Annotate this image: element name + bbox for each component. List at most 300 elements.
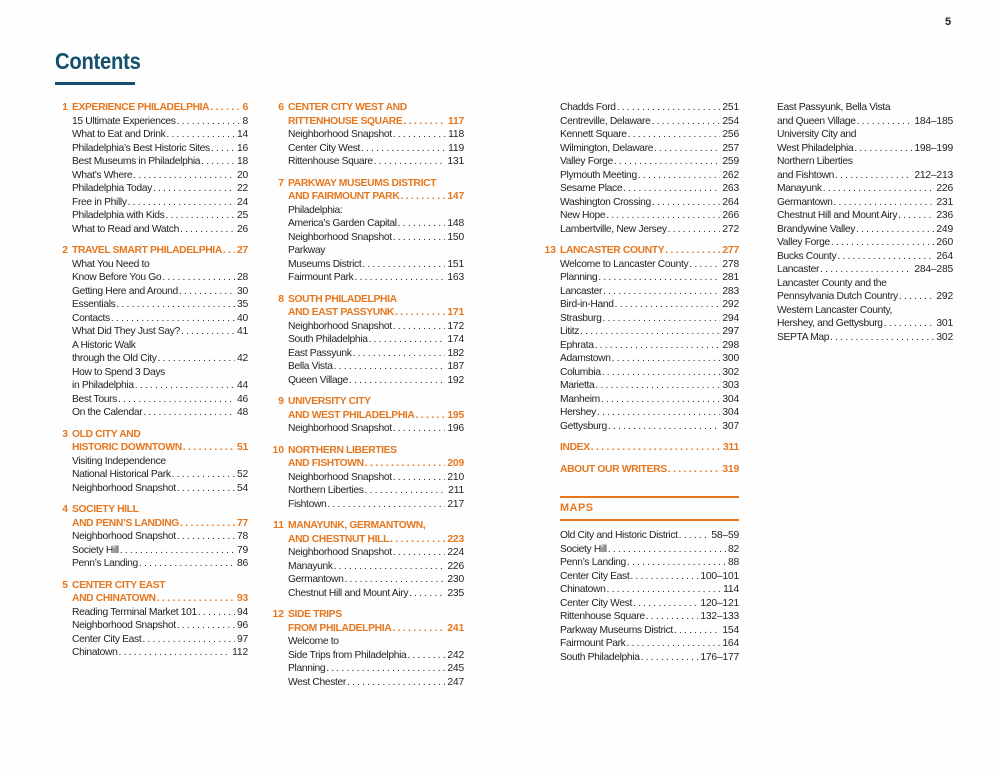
toc-column-1 bbox=[55, 101, 248, 660]
section-header bbox=[72, 244, 248, 258]
toc-section bbox=[271, 177, 464, 285]
dot-leader bbox=[626, 637, 720, 651]
entry-page-number: 209 bbox=[447, 458, 464, 469]
toc-entry bbox=[288, 546, 464, 560]
section-header-row bbox=[72, 101, 248, 115]
entry-label: Old City and Historic District bbox=[560, 530, 678, 541]
toc-entry-row bbox=[777, 196, 953, 210]
toc-entry bbox=[288, 128, 464, 142]
toc-entry bbox=[288, 271, 464, 285]
entry-label: Germantown bbox=[288, 574, 344, 585]
section-items bbox=[560, 258, 739, 434]
entry-page-number: 217 bbox=[447, 498, 464, 510]
entry-label: SEPTA Map bbox=[777, 331, 830, 343]
entry-label: Centreville, Delaware bbox=[560, 115, 651, 127]
entry-label: Ephrata bbox=[560, 339, 594, 351]
entry-page-number: 211 bbox=[448, 485, 464, 496]
dot-leader bbox=[210, 101, 240, 115]
maps-heading bbox=[543, 496, 739, 521]
entry-label-line: Welcome to bbox=[288, 636, 339, 647]
dot-leader bbox=[820, 263, 912, 277]
section-number: 7 bbox=[278, 177, 284, 189]
entry-label: Free in Philly bbox=[72, 196, 127, 208]
toc-entry bbox=[72, 544, 248, 558]
entry-page-number: 302 bbox=[936, 331, 953, 343]
entry-page-number: 184–185 bbox=[914, 115, 953, 127]
toc-entry bbox=[560, 223, 739, 237]
toc-entry-row bbox=[72, 482, 248, 496]
entry-label: Columbia bbox=[560, 366, 601, 378]
entry-page-number: 277 bbox=[722, 245, 739, 256]
section-header bbox=[72, 579, 248, 606]
toc-entry-row bbox=[777, 142, 953, 156]
toc-entry-row bbox=[560, 529, 739, 543]
toc-entry bbox=[560, 637, 739, 651]
entry-page-number: 304 bbox=[722, 407, 739, 418]
entry-page-number: 164 bbox=[722, 638, 739, 649]
toc-entry-row bbox=[560, 128, 739, 142]
entry-label: National Historical Park bbox=[72, 469, 171, 480]
entry-label: Lambertville, New Jersey bbox=[560, 223, 667, 235]
toc-entry-row bbox=[560, 393, 739, 407]
toc-entry bbox=[288, 333, 464, 347]
dot-leader bbox=[831, 236, 935, 250]
dot-leader bbox=[615, 298, 721, 312]
toc-entry-row bbox=[72, 325, 248, 339]
toc-entry bbox=[72, 557, 248, 571]
toc-entry-row bbox=[560, 624, 739, 638]
entry-page-number: 264 bbox=[936, 250, 953, 262]
entry-label: Fairmount Park bbox=[288, 272, 354, 283]
dot-leader bbox=[837, 250, 934, 264]
entry-label: AND FISHTOWN bbox=[288, 458, 364, 469]
section-header bbox=[72, 503, 248, 530]
entry-page-number: 281 bbox=[722, 272, 739, 283]
section-number: 9 bbox=[278, 396, 284, 407]
entry-label: Center City East bbox=[72, 633, 142, 645]
entry-label: Best Museums in Philadelphia bbox=[72, 156, 201, 167]
dot-leader bbox=[327, 498, 445, 512]
toc-entry bbox=[560, 379, 739, 393]
toc-entry bbox=[72, 455, 248, 482]
dot-leader bbox=[369, 333, 446, 347]
toc-section bbox=[55, 579, 248, 660]
section-title-line: MANAYUNK, GERMANTOWN, bbox=[288, 520, 426, 531]
entry-page-number: 94 bbox=[236, 606, 248, 618]
dot-leader bbox=[180, 223, 235, 237]
section-number: 13 bbox=[544, 245, 556, 256]
toc-entry bbox=[72, 619, 248, 633]
toc-entry-row bbox=[560, 115, 739, 129]
section-header-row bbox=[72, 441, 248, 455]
section-number: 8 bbox=[278, 293, 284, 305]
toc-entry-row bbox=[560, 101, 739, 115]
toc-entry bbox=[72, 209, 248, 223]
entry-label: New Hope bbox=[560, 210, 606, 221]
maps-heading-label: MAPS bbox=[560, 502, 594, 514]
entries-block bbox=[760, 101, 953, 344]
entry-label-line: University City and bbox=[777, 129, 857, 140]
entry-page-number: 48 bbox=[236, 407, 248, 418]
toc-entry bbox=[777, 331, 953, 345]
section-number: 12 bbox=[272, 609, 284, 620]
entry-page-number: 14 bbox=[236, 129, 248, 140]
section-header-row bbox=[288, 190, 464, 204]
toc-entry bbox=[72, 530, 248, 544]
toc-entry bbox=[72, 366, 248, 393]
toc-section bbox=[271, 293, 464, 388]
entry-label: Neighborhood Snapshot bbox=[72, 531, 176, 542]
section-title-line: CENTER CITY WEST AND bbox=[288, 102, 407, 113]
section-header-row bbox=[72, 592, 248, 606]
toc-entry-row bbox=[560, 406, 739, 420]
toc-section bbox=[55, 101, 248, 236]
entry-label-line: Philadelphia: bbox=[288, 204, 343, 216]
toc-entry-row bbox=[560, 597, 739, 611]
toc-entry bbox=[560, 420, 739, 434]
toc-entry-row bbox=[560, 258, 739, 272]
entry-label: Hershey, and Gettysburg bbox=[777, 318, 883, 329]
entry-label: LANCASTER COUNTY bbox=[560, 245, 665, 256]
toc-entry-row bbox=[560, 637, 739, 651]
dot-leader bbox=[608, 420, 721, 434]
entry-page-number: 294 bbox=[722, 312, 739, 324]
entry-label: Neighborhood Snapshot bbox=[72, 482, 176, 494]
dot-leader bbox=[627, 556, 726, 570]
entry-page-number: 254 bbox=[722, 115, 739, 127]
toc-entry bbox=[288, 471, 464, 485]
entry-page-number: 256 bbox=[722, 129, 739, 140]
divider-rule bbox=[560, 519, 739, 521]
section-header bbox=[288, 608, 464, 635]
entry-page-number: 86 bbox=[236, 558, 248, 569]
toc-entry bbox=[560, 271, 739, 285]
toc-section bbox=[55, 244, 248, 420]
toc-entry bbox=[777, 209, 953, 223]
toc-entry bbox=[777, 304, 953, 331]
toc-entry bbox=[560, 196, 739, 210]
dot-leader bbox=[652, 196, 721, 210]
dot-leader bbox=[595, 339, 721, 353]
toc-entry bbox=[288, 484, 464, 498]
toc-entry-row bbox=[288, 422, 464, 436]
entry-label: Rittenhouse Square bbox=[560, 611, 645, 622]
dot-leader bbox=[111, 312, 235, 326]
toc-entry bbox=[72, 406, 248, 420]
section-header-row bbox=[288, 306, 464, 320]
entry-label-line: Parkway bbox=[288, 245, 326, 256]
entry-label: HISTORIC DOWNTOWN bbox=[72, 442, 182, 453]
toc-entry bbox=[560, 583, 739, 597]
entry-label: Rittenhouse Square bbox=[288, 156, 373, 167]
section-header bbox=[288, 177, 464, 204]
entry-page-number: 172 bbox=[447, 320, 464, 332]
section-items bbox=[72, 258, 248, 420]
toc-entry bbox=[777, 128, 953, 155]
entry-label: Center City West bbox=[560, 597, 633, 609]
dot-leader bbox=[601, 393, 721, 407]
toc-entry-row bbox=[560, 366, 739, 380]
toc-entry-row bbox=[72, 619, 248, 633]
entry-page-number: 226 bbox=[447, 560, 464, 572]
entry-label: Lititz bbox=[560, 326, 580, 337]
toc-entry bbox=[560, 651, 739, 665]
entry-label: Lancaster bbox=[560, 285, 603, 297]
entry-label: Know Before You Go bbox=[72, 272, 162, 283]
toc-entry-row bbox=[288, 573, 464, 587]
entry-page-number: 93 bbox=[236, 593, 248, 604]
entry-label: On the Calendar bbox=[72, 407, 143, 418]
entry-label: Bucks County bbox=[777, 250, 837, 262]
toc-entry-row bbox=[777, 115, 953, 129]
dot-leader bbox=[165, 209, 234, 223]
toc-entry-row bbox=[777, 290, 953, 304]
toc-entry bbox=[560, 182, 739, 196]
toc-entry-row bbox=[777, 209, 953, 223]
dot-leader bbox=[398, 217, 446, 231]
dot-leader bbox=[591, 441, 721, 455]
dot-leader bbox=[179, 285, 235, 299]
toc-entry-row bbox=[288, 374, 464, 388]
toc-entry-row bbox=[560, 271, 739, 285]
dot-leader bbox=[602, 366, 721, 380]
toc-entry bbox=[288, 142, 464, 156]
dot-leader bbox=[133, 169, 235, 183]
toc-entry bbox=[560, 209, 739, 223]
toc-entry-row bbox=[72, 544, 248, 558]
dot-leader bbox=[409, 587, 445, 601]
dot-leader bbox=[223, 244, 235, 258]
toc-entry-row bbox=[72, 128, 248, 142]
section-items bbox=[72, 455, 248, 496]
dot-leader bbox=[393, 128, 446, 142]
dot-leader bbox=[162, 271, 235, 285]
entry-label: Reading Terminal Market 101 bbox=[72, 606, 197, 618]
entry-page-number: 212–213 bbox=[914, 169, 953, 181]
entry-page-number: 302 bbox=[722, 366, 739, 378]
entry-page-number: 292 bbox=[722, 299, 739, 310]
section-title-line: PARKWAY MUSEUMS DISTRICT bbox=[288, 177, 437, 189]
entry-page-number: 22 bbox=[236, 183, 248, 194]
dot-leader bbox=[857, 115, 913, 129]
toc-entry-row bbox=[560, 379, 739, 393]
toc-entry-row bbox=[560, 196, 739, 210]
entry-label: Neighborhood Snapshot bbox=[288, 471, 392, 483]
toc-section bbox=[271, 444, 464, 512]
toc-entry-row bbox=[560, 142, 739, 156]
toc-entry-row bbox=[777, 263, 953, 277]
toc-entry bbox=[288, 573, 464, 587]
section-title-line: OLD CITY AND bbox=[72, 428, 141, 440]
entry-page-number: 78 bbox=[236, 531, 248, 542]
toc-entry-row bbox=[288, 649, 464, 663]
entry-label: in Philadelphia bbox=[72, 380, 134, 391]
entry-page-number: 182 bbox=[447, 347, 464, 359]
toc-column-3 bbox=[543, 101, 739, 664]
toc-entry bbox=[72, 482, 248, 496]
toc-entry bbox=[288, 155, 464, 169]
page-title: Contents bbox=[55, 48, 141, 74]
entry-label: Chestnut Hill and Mount Airy bbox=[777, 210, 898, 221]
section-number: 5 bbox=[62, 579, 68, 591]
section-header-row bbox=[288, 533, 464, 547]
entry-label: What Did They Just Say? bbox=[72, 326, 180, 337]
section-header bbox=[288, 293, 464, 320]
toc-entry bbox=[560, 339, 739, 353]
toc-entry-row bbox=[560, 182, 739, 196]
toc-entry-row bbox=[72, 169, 248, 183]
entries-block bbox=[543, 101, 739, 236]
toc-entry bbox=[560, 610, 739, 624]
entry-page-number: 198–199 bbox=[914, 142, 953, 154]
dot-leader bbox=[416, 409, 446, 423]
entry-page-number: 298 bbox=[722, 339, 739, 351]
entry-label: RITTENHOUSE SQUARE bbox=[288, 115, 403, 127]
toc-entry-row bbox=[288, 662, 464, 676]
entry-page-number: 26 bbox=[236, 223, 248, 235]
entry-page-number: 16 bbox=[236, 142, 248, 154]
entry-label: Philadelphia Today bbox=[72, 183, 152, 194]
entry-page-number: 300 bbox=[722, 353, 739, 364]
section-items bbox=[288, 320, 464, 388]
entry-label: Brandywine Valley bbox=[777, 223, 855, 235]
toc-entry-row bbox=[72, 209, 248, 223]
dot-leader bbox=[646, 610, 699, 624]
toc-entry bbox=[288, 676, 464, 690]
entry-label: Philadelphia with Kids bbox=[72, 210, 165, 221]
section-header bbox=[560, 441, 739, 455]
dot-leader bbox=[595, 379, 720, 393]
dot-leader bbox=[674, 624, 721, 638]
toc-entry-row bbox=[288, 271, 464, 285]
toc-entry bbox=[72, 155, 248, 169]
dot-leader bbox=[118, 393, 235, 407]
dot-leader bbox=[400, 190, 445, 204]
entry-page-number: 247 bbox=[447, 676, 464, 688]
entry-label: Marietta bbox=[560, 380, 595, 391]
page-number: 5 bbox=[944, 16, 952, 28]
entry-label: Fishtown bbox=[288, 498, 327, 510]
section-title-line: CENTER CITY EAST bbox=[72, 579, 166, 591]
section-header-row bbox=[288, 622, 464, 636]
entry-label: Wilmington, Delaware bbox=[560, 142, 654, 154]
entry-page-number: 192 bbox=[447, 374, 464, 386]
entry-label: Center City West bbox=[288, 142, 361, 154]
toc-entry bbox=[288, 560, 464, 574]
toc-entry bbox=[777, 263, 953, 277]
toc-entry-row bbox=[72, 606, 248, 620]
dot-leader bbox=[580, 325, 720, 339]
toc-entry-row bbox=[288, 498, 464, 512]
dot-leader bbox=[198, 606, 235, 620]
toc-entry bbox=[777, 155, 953, 182]
entry-label: Gettysburg bbox=[560, 420, 607, 432]
toc-entry bbox=[72, 169, 248, 183]
dot-leader bbox=[177, 482, 235, 496]
toc-entry bbox=[560, 325, 739, 339]
dot-leader bbox=[641, 651, 699, 665]
toc-entry bbox=[72, 258, 248, 285]
section-number: 3 bbox=[62, 428, 68, 440]
section-header bbox=[72, 101, 248, 115]
dot-leader bbox=[392, 622, 445, 636]
toc-entry bbox=[288, 320, 464, 334]
section-number: 10 bbox=[272, 444, 284, 456]
toc-entry bbox=[288, 662, 464, 676]
dot-leader bbox=[390, 533, 445, 547]
entry-label: EXPERIENCE PHILADELPHIA bbox=[72, 102, 210, 113]
toc-entry-row bbox=[777, 250, 953, 264]
entry-label: Getting Here and Around bbox=[72, 285, 178, 297]
toc-entry-row bbox=[777, 317, 953, 331]
toc-section bbox=[271, 519, 464, 600]
dot-leader bbox=[668, 463, 721, 477]
section-items bbox=[288, 422, 464, 436]
toc-entry bbox=[72, 128, 248, 142]
entry-label: Planning bbox=[288, 663, 326, 674]
toc-entry bbox=[72, 325, 248, 339]
entry-page-number: 241 bbox=[447, 622, 464, 634]
entry-page-number: 131 bbox=[447, 156, 464, 167]
section-items bbox=[72, 530, 248, 571]
entry-label: Sesame Place bbox=[560, 183, 623, 194]
toc-entry bbox=[560, 128, 739, 142]
section-number: 1 bbox=[62, 102, 68, 113]
entry-page-number: 235 bbox=[447, 587, 464, 599]
toc-entry bbox=[560, 543, 739, 557]
entry-label: Neighborhood Snapshot bbox=[72, 620, 176, 631]
entry-page-number: 257 bbox=[722, 142, 739, 154]
entry-page-number: 20 bbox=[236, 169, 248, 181]
entry-page-number: 171 bbox=[447, 307, 464, 318]
dot-leader bbox=[597, 406, 721, 420]
entry-label-line: Lancaster County and the bbox=[777, 277, 887, 289]
entry-page-number: 112 bbox=[232, 647, 248, 658]
entry-label: Northern Liberties bbox=[288, 485, 364, 496]
dot-leader bbox=[119, 646, 231, 660]
dot-leader bbox=[349, 374, 445, 388]
entry-label: Penn’s Landing bbox=[560, 557, 626, 568]
toc-entry-row bbox=[777, 331, 953, 345]
entry-page-number: 260 bbox=[936, 237, 953, 248]
toc-entry-row bbox=[560, 169, 739, 183]
entry-page-number: 224 bbox=[447, 547, 464, 558]
title-underline bbox=[55, 82, 135, 85]
toc-entry-row bbox=[72, 182, 248, 196]
toc-entry-row bbox=[288, 320, 464, 334]
entry-page-number: 236 bbox=[936, 210, 953, 221]
toc-entry bbox=[560, 298, 739, 312]
entry-page-number: 148 bbox=[447, 218, 464, 229]
dot-leader bbox=[403, 115, 446, 129]
entry-label: Neighborhood Snapshot bbox=[288, 423, 392, 434]
section-number: 2 bbox=[62, 245, 68, 256]
entry-page-number: 82 bbox=[727, 543, 739, 555]
entry-label: Lancaster bbox=[777, 264, 820, 275]
dot-leader bbox=[854, 142, 912, 156]
toc-section bbox=[271, 101, 464, 169]
dot-leader bbox=[183, 441, 235, 455]
dot-leader bbox=[633, 597, 698, 611]
entry-label: Society Hill bbox=[72, 544, 119, 556]
toc-entry-row bbox=[560, 570, 739, 584]
toc-entry-row bbox=[560, 298, 739, 312]
section-title-line: SOCIETY HILL bbox=[72, 504, 139, 515]
entry-label: ABOUT OUR WRITERS bbox=[560, 463, 667, 475]
toc-entry bbox=[288, 587, 464, 601]
section-header bbox=[288, 519, 464, 546]
dot-leader bbox=[835, 169, 912, 183]
